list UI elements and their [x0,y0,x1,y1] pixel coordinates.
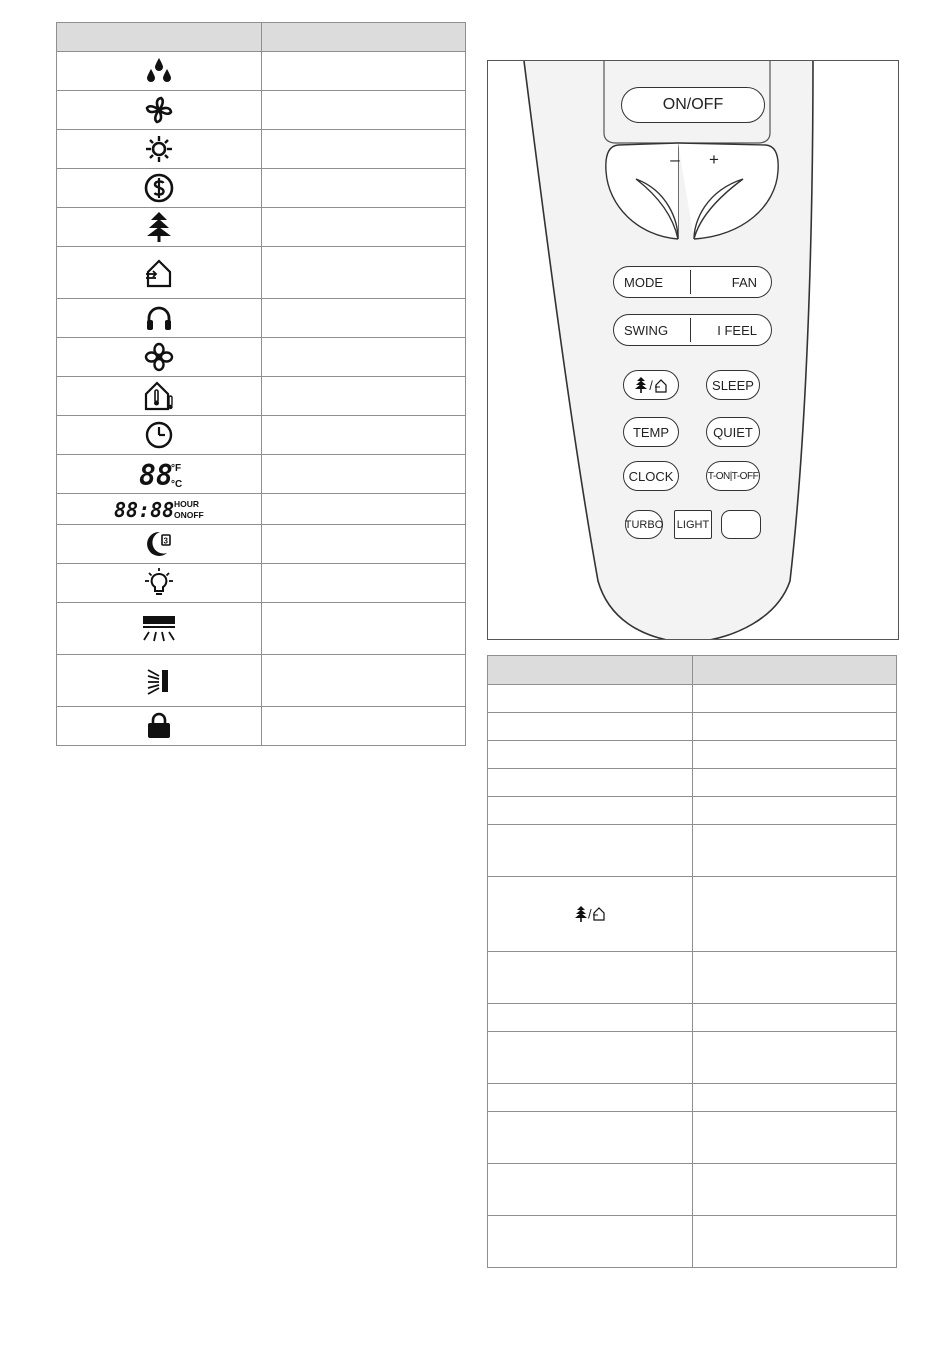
table-row [57,130,466,169]
description-cell [692,797,897,825]
description-cell [692,1004,897,1032]
blank-button[interactable] [721,510,761,539]
table-row [57,603,466,655]
svg-text:3: 3 [163,536,168,546]
button-cell [488,1164,693,1216]
header-description-column [692,656,897,685]
table-row [488,952,897,1004]
button-cell [488,797,693,825]
clock-button[interactable]: CLOCK [623,461,679,491]
tree-fresh-icon [574,906,588,922]
button-cell [488,1032,693,1084]
temp-minus-button[interactable]: – [670,150,680,169]
house-thermometer-icon [143,380,175,412]
table-row [488,877,897,952]
dry-drops-icon [144,56,174,86]
fresh-separator: / [587,906,592,922]
table-row [488,1164,897,1216]
airflow-direction-icon [144,666,174,696]
description-cell [692,741,897,769]
table-row [57,655,466,707]
description-cell [261,130,466,169]
timer-display-icon [114,496,204,522]
table-row [488,1032,897,1084]
header-button-column [488,656,693,685]
table-row [488,1004,897,1032]
house-arrow-icon [144,257,174,289]
remote-buttons-table [487,655,897,1268]
table-row [57,169,466,208]
icon-cell [57,564,262,603]
i-feel-button[interactable]: I FEEL [717,322,758,338]
tree-fresh-icon [144,211,174,243]
swing-ifeel-button-group [613,314,772,346]
unit-celsius: °C [170,479,182,489]
table-header-row [488,656,897,685]
sleep-button[interactable]: SLEEP [706,370,760,400]
icon-cell [57,208,262,247]
temperature-display-icon [129,459,189,489]
description-cell [261,338,466,377]
button-cell [488,825,693,877]
table-row [57,91,466,130]
description-cell [261,416,466,455]
table-row [488,1112,897,1164]
icon-cell [57,338,262,377]
description-cell [261,52,466,91]
icon-cell [57,299,262,338]
table-row [488,713,897,741]
description-cell [261,247,466,299]
table-row [57,208,466,247]
table-row [57,494,466,525]
button-cell [488,685,693,713]
icon-cell [57,455,262,494]
icon-cell [57,52,262,91]
fan-button[interactable]: FAN [731,274,758,290]
remote-control-figure [487,60,899,640]
display-digits: 88 [138,459,173,489]
button-cell [488,1216,693,1268]
table-row [488,1084,897,1112]
fresh-house-button[interactable] [623,370,679,400]
icon-cell [57,707,262,746]
sun-heat-icon [144,134,174,164]
description-cell [261,169,466,208]
description-cell [261,91,466,130]
table-row [57,525,466,564]
table-row [57,416,466,455]
description-cell [261,299,466,338]
unit-fahrenheit: °F [170,463,181,474]
icon-cell [57,130,262,169]
table-row [57,707,466,746]
quiet-button[interactable]: QUIET [706,417,760,447]
table-row [488,825,897,877]
description-cell [692,877,897,952]
description-cell [261,494,466,525]
button-cell [488,952,693,1004]
button-cell [488,713,693,741]
table-row [57,564,466,603]
fan-swirl-icon [144,95,174,125]
description-cell [692,713,897,741]
description-cell [261,603,466,655]
header-icon-column [57,23,262,52]
description-cell [261,564,466,603]
icon-cell [57,91,262,130]
timer-on-off-button[interactable]: T-ON|T-OFF [706,461,760,491]
table-row [488,769,897,797]
table-row [57,247,466,299]
light-bulb-icon [142,568,176,598]
button-cell [488,877,693,952]
display-icons-table [56,22,466,746]
icon-cell [57,416,262,455]
table-row [488,797,897,825]
temp-plus-button[interactable]: + [709,150,719,169]
swing-button[interactable]: SWING [624,322,669,338]
description-cell [692,769,897,797]
tree-fresh-icon [634,377,648,393]
house-arrow-icon [592,906,606,921]
button-cell [488,769,693,797]
table-row [488,741,897,769]
description-cell [692,825,897,877]
on-off-button[interactable]: ON/OFF [621,87,765,123]
description-cell [261,707,466,746]
icon-cell [57,169,262,208]
table-row [57,52,466,91]
description-cell [692,1216,897,1268]
fan-propeller-icon [144,342,174,372]
button-cell [488,1004,693,1032]
fresh-separator: / [649,377,653,393]
description-cell [692,1032,897,1084]
table-row [488,685,897,713]
table-row [57,377,466,416]
description-cell [261,377,466,416]
louver-swing-icon [137,614,181,644]
temp-button[interactable]: TEMP [623,417,679,447]
description-cell [261,525,466,564]
table-row [57,338,466,377]
timer-hour-label: HOUR [173,499,199,509]
button-cell [488,741,693,769]
timer-onoff-label: ONOFF [173,510,204,520]
icon-cell [57,655,262,707]
dollar-economy-icon [143,172,175,204]
button-cell [488,1112,693,1164]
remote-body-outline [488,61,898,639]
description-cell [692,1112,897,1164]
icon-cell [57,525,262,564]
turbo-button[interactable]: TURBO [625,510,663,539]
table-row [57,455,466,494]
icon-cell [57,377,262,416]
icon-cell [57,494,262,525]
button-cell [488,1084,693,1112]
house-arrow-icon [654,378,668,393]
table-row [488,1216,897,1268]
header-description-column [261,23,466,52]
mode-button[interactable]: MODE [624,274,663,290]
clock-icon [144,420,174,450]
description-cell [261,655,466,707]
lock-icon [144,711,174,741]
headphones-icon [144,303,174,333]
icon-cell [57,247,262,299]
description-cell [692,1164,897,1216]
light-button[interactable]: LIGHT [674,510,712,539]
description-cell [692,1084,897,1112]
table-header-row [57,23,466,52]
description-cell [261,208,466,247]
mode-fan-button-group [613,266,772,298]
description-cell [692,952,897,1004]
timer-digits: 88:88 [113,498,174,522]
table-row [57,299,466,338]
description-cell [261,455,466,494]
description-cell [692,685,897,713]
icon-cell [57,603,262,655]
sleep-moon-icon [143,529,175,559]
